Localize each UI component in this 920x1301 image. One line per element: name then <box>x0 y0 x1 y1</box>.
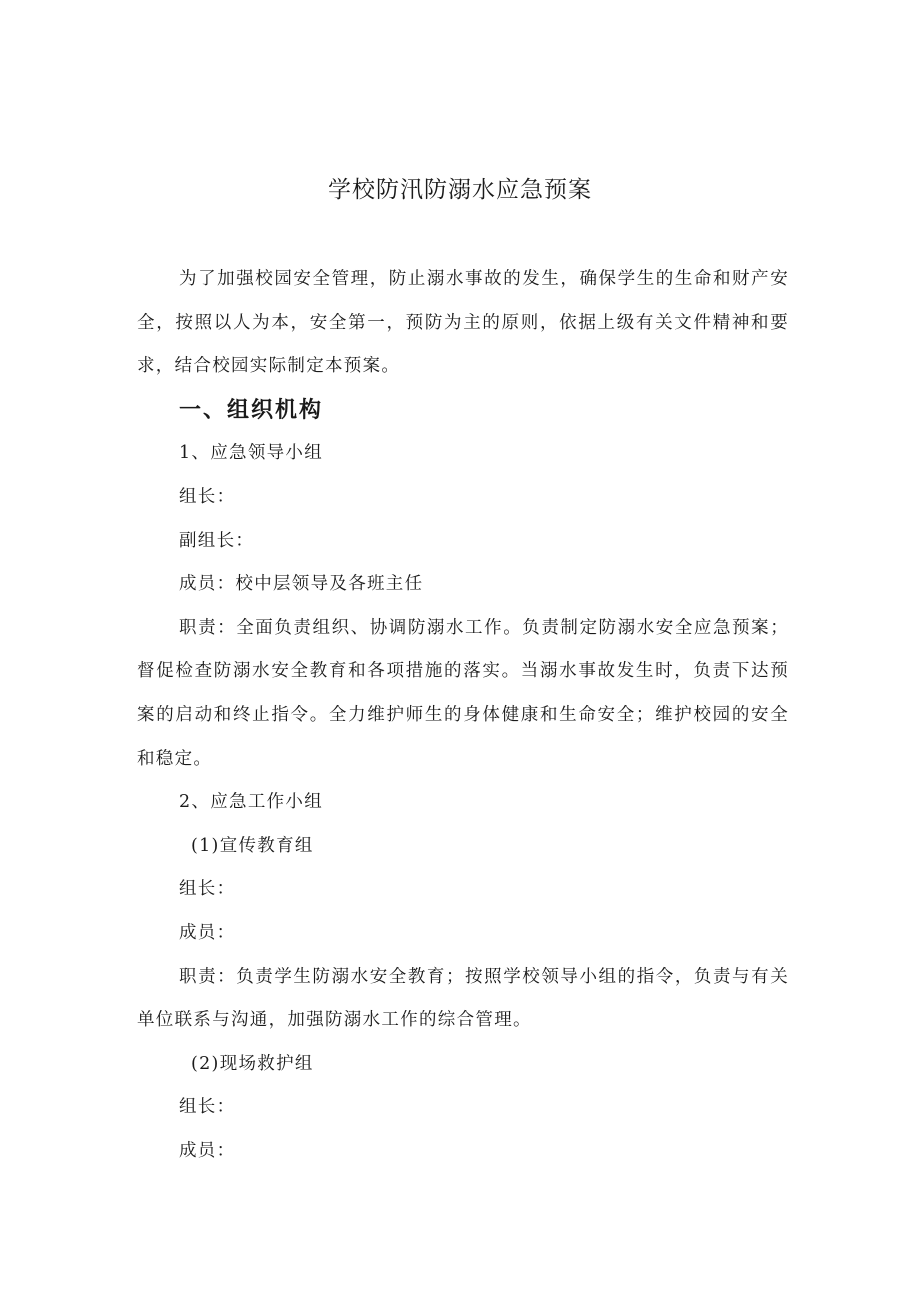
propaganda-leader-line: 组长： <box>179 879 236 900</box>
propaganda-duties-paragraph: 职责：负责学生防溺水安全教育；按照学校领导小组的指令，负责与有关单位联系与沟通，加强防溺水工作的综合管理。 <box>137 966 789 1031</box>
rescue-group-heading: (2)现场救护组 <box>191 1053 314 1074</box>
intro-paragraph: 为了加强校园安全管理，防止溺水事故的发生，确保学生的生命和财产安全，按照以人为本，安全第一，预防为主的原则，依据上级有关文件精神和要求，结合校园实际制定本预案。 <box>137 269 789 377</box>
leadership-group-heading: 1、应急领导小组 <box>179 443 324 464</box>
propaganda-members-line: 成员： <box>179 922 236 943</box>
document-title: 学校防汛防溺水应急预案 <box>328 177 592 203</box>
rescue-members-line: 成员： <box>179 1140 236 1161</box>
propaganda-group-heading: (1)宣传教育组 <box>191 835 314 856</box>
leadership-duties-paragraph: 职责：全面负责组织、协调防溺水工作。负责制定防溺水安全应急预案；督促检查防溺水安全教育和各项措施的落实。当溺水事故发生时，负责下达预案的启动和终止指令。全力维护师生的身体健康和生命安全；维护校园的安全和稳定。 <box>137 617 789 769</box>
section-heading-organization: 一、组织机构 <box>179 397 324 423</box>
leadership-members-line: 成员：校中层领导及各班主任 <box>179 574 424 595</box>
leadership-leader-line: 组长： <box>179 486 236 507</box>
leadership-deputy-line: 副组长： <box>179 530 255 551</box>
working-group-heading: 2、应急工作小组 <box>179 792 324 813</box>
document-body <box>137 258 789 1173</box>
rescue-leader-line: 组长： <box>179 1097 236 1118</box>
